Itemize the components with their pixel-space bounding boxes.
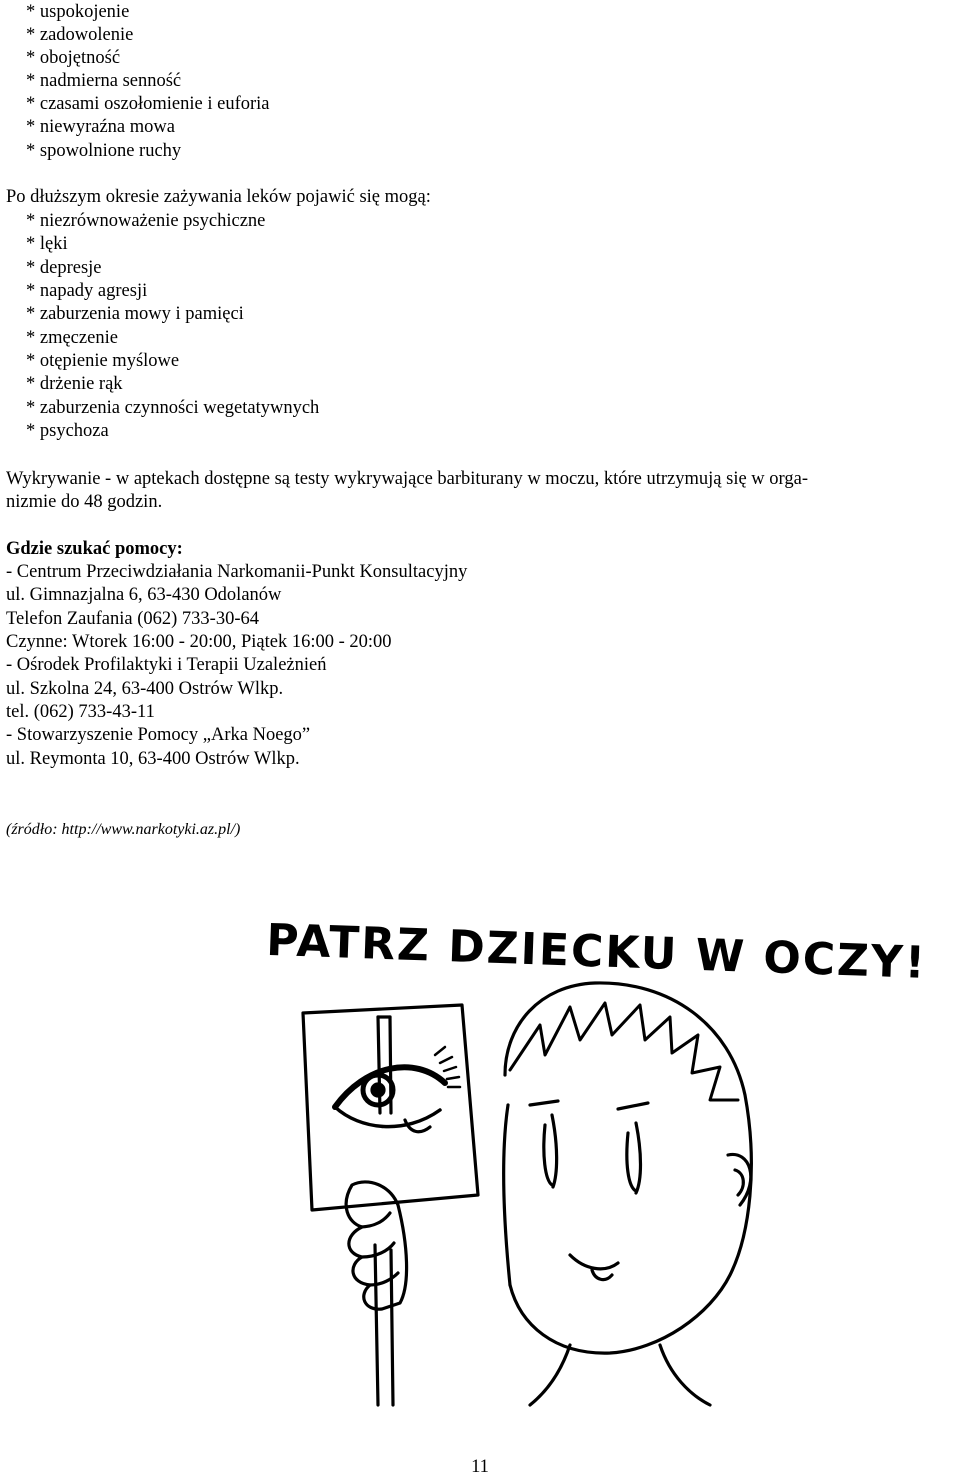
list-item: * obojętność [26, 48, 121, 68]
help-line: - Ośrodek Profilaktyki i Terapii Uzależnień [6, 655, 327, 675]
list-item: * napady agresji [26, 281, 148, 301]
help-line: Telefon Zaufania (062) 733-30-64 [6, 609, 259, 629]
list-item: * zmęczenie [26, 328, 118, 348]
help-line: ul. Reymonta 10, 63-400 Ostrów Wlkp. [6, 749, 300, 769]
list-item: * uspokojenie [26, 2, 130, 22]
list-item: * psychoza [26, 421, 109, 441]
list-item: * otępienie myślowe [26, 351, 180, 371]
help-line: - Stowarzyszenie Pomocy „Arka Noego” [6, 725, 311, 745]
help-line: tel. (062) 733-43-11 [6, 702, 155, 722]
list-item: * czasami oszołomienie i euforia [26, 94, 270, 114]
list-item: * lęki [26, 234, 68, 254]
list-item: * drżenie rąk [26, 374, 123, 394]
help-line: Czynne: Wtorek 16:00 - 20:00, Piątek 16:00 - 20:00 [6, 632, 392, 652]
list-item: * depresje [26, 258, 102, 278]
help-line: ul. Szkolna 24, 63-400 Ostrów Wlkp. [6, 679, 284, 699]
list-item: * niezrównoważenie psychiczne [26, 211, 266, 231]
list-item: * spowolnione ruchy [26, 141, 182, 161]
long-term-intro: Po dłuższym okresie zażywania leków pojawić się mogą: [6, 187, 431, 207]
page-number: 11 [471, 1457, 489, 1477]
list-item: * nadmierna senność [26, 71, 182, 91]
child-illustration [240, 905, 928, 1405]
list-item: * niewyraźna mowa [26, 117, 175, 137]
detection-paragraph-line1: Wykrywanie - w aptekach dostępne są testy wykrywające barbiturany w moczu, które utrzymują się w orga- [6, 469, 808, 489]
help-line: ul. Gimnazjalna 6, 63-430 Odolanów [6, 585, 282, 605]
help-heading: Gdzie szukać pomocy: [6, 539, 183, 559]
list-item: * zaburzenia mowy i pamięci [26, 304, 244, 324]
caption-text: PATRZ DZIECKU W OCZY! [265, 914, 928, 989]
help-line: - Centrum Przeciwdziałania Narkomanii-Punkt Konsultacyjny [6, 562, 468, 582]
detection-paragraph-line2: nizmie do 48 godzin. [6, 492, 163, 512]
list-item: * zadowolenie [26, 25, 134, 45]
source-citation: (źródło: http://www.narkotyki.az.pl/) [6, 821, 241, 838]
list-item: * zaburzenia czynności wegetatywnych [26, 398, 320, 418]
